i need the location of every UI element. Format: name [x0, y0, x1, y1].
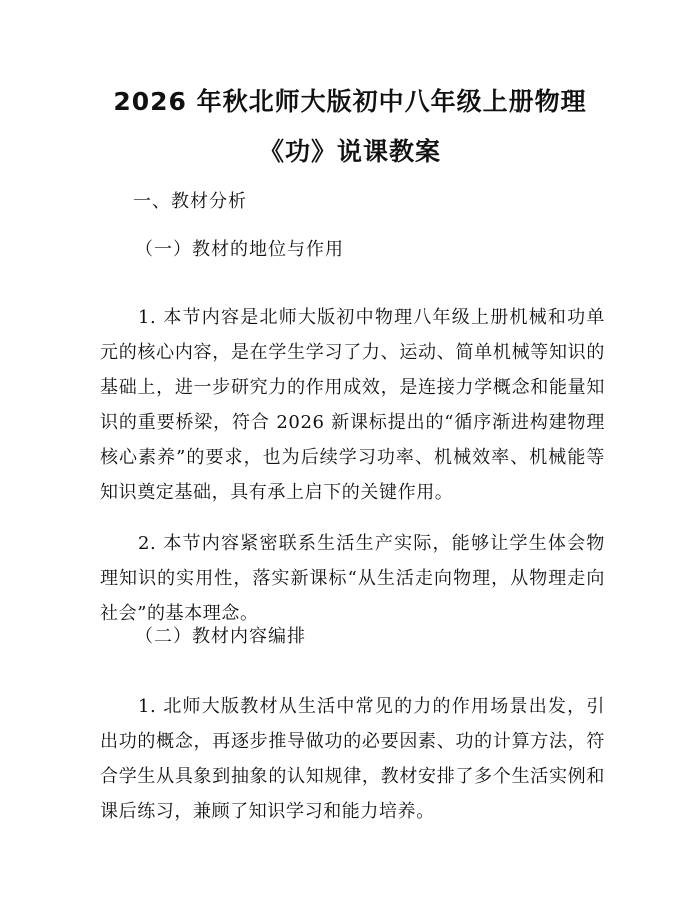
paragraph-3: 1. 北师大版教材从生活中常见的力的作用场景出发，引出功的概念，再逐步推导做功的必要因素、功的计算方法，符合学生从具象到抽象的认知规律，教材安排了多个生活实例和课后练习，兼顾了知识学习和能力培养。: [100, 696, 605, 822]
paragraph-2: 2. 本节内容紧密联系生活生产实际，能够让学生体会物理知识的实用性，落实新课标“从生活走向物理，从物理走向社会”的基本理念。: [100, 533, 605, 624]
subsection-heading-content-arrangement: （二）教材内容编排: [135, 626, 306, 647]
document-title-line1: 2026 年秋北师大版初中八年级上册物理: [113, 87, 587, 116]
paragraph-1: 1. 本节内容是北师大版初中物理八年级上册机械和功单元的核心内容，是在学生学习了力、运动、简单机械等知识的基础上，进一步研究力的作用成效，是连接力学概念和能量知识的重要桥梁，符合 2026 新课标提出的“循序渐进构建物理核心素养”的要求，也为后续学习功率、机械效率、机械能等知识奠定基础，具有承上启下的关键作用。: [100, 307, 605, 503]
section-heading-textbook-analysis: 一、教材分析: [133, 191, 247, 212]
subsection-heading-status-and-role: （一）教材的地位与作用: [135, 239, 344, 260]
document-title-line2: 《功》说课教案: [258, 137, 441, 166]
